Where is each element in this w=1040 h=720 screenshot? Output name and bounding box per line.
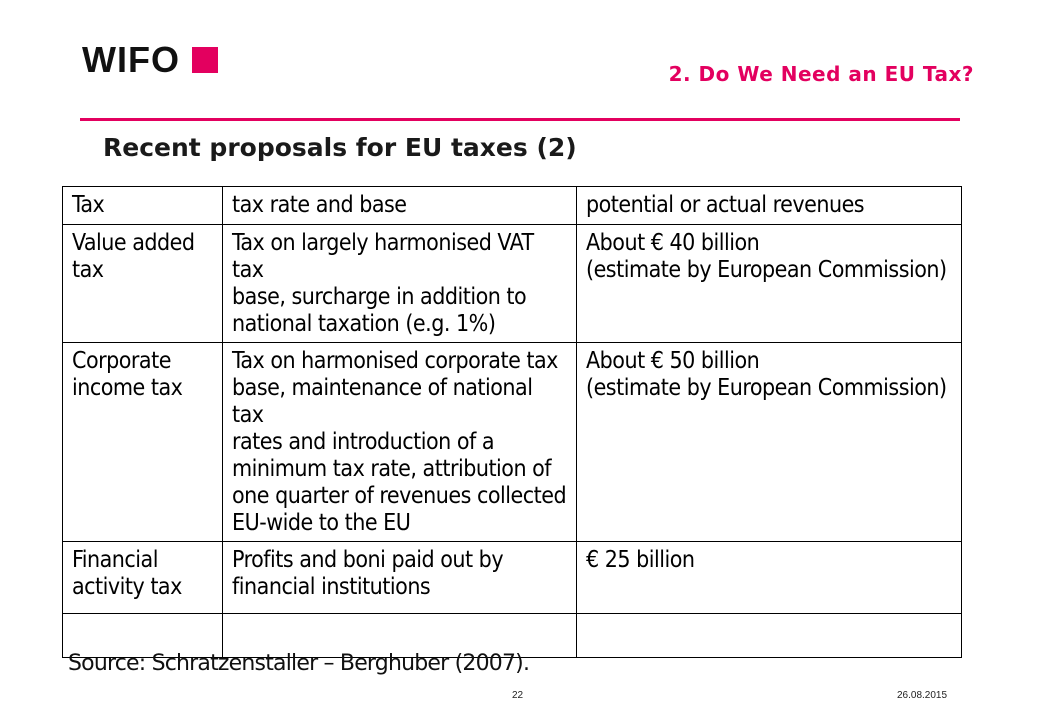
rate-base-cell: Tax on harmonised corporate tax base, maintenance of national tax rates and introduction of a minimum tax rate, attribution of one quarter of revenues collected EU-wide to the EU [223, 343, 577, 542]
column-header: tax rate and base [223, 187, 577, 225]
logo-square-icon [192, 47, 218, 73]
revenues-cell: About € 40 billion (estimate by European Commission) [577, 225, 962, 343]
slide-date: 26.08.2015 [897, 690, 948, 701]
revenues-cell [577, 614, 962, 658]
section-title: 2. Do We Need an EU Tax? [668, 62, 974, 86]
eu-taxes-table [62, 186, 962, 658]
rate-base-cell: Profits and boni paid out by financial institutions [223, 542, 577, 614]
column-header: potential or actual revenues [577, 187, 962, 225]
wifo-logo [82, 40, 218, 80]
revenues-cell: € 25 billion [577, 542, 962, 614]
logo-text: WIFO [82, 39, 180, 80]
rate-base-cell: Tax on largely harmonised VAT tax base, surcharge in addition to national taxation (e.g. 1%) [223, 225, 577, 343]
revenues-cell: About € 50 billion (estimate by European Commission) [577, 343, 962, 542]
column-header: Tax [63, 187, 223, 225]
tax-cell: Financial activity tax [63, 542, 223, 614]
source-note: Source: Schratzenstaller – Berghuber (2007). [68, 651, 530, 676]
tax-cell: Corporate income tax [63, 343, 223, 542]
slide-title: Recent proposals for EU taxes (2) [103, 133, 577, 162]
table-row [63, 343, 962, 542]
tax-cell: Value added tax [63, 225, 223, 343]
page-number: 22 [512, 690, 524, 701]
header-divider [80, 118, 960, 121]
table-row [63, 225, 962, 343]
table-header-row [63, 187, 962, 225]
table-row [63, 542, 962, 614]
